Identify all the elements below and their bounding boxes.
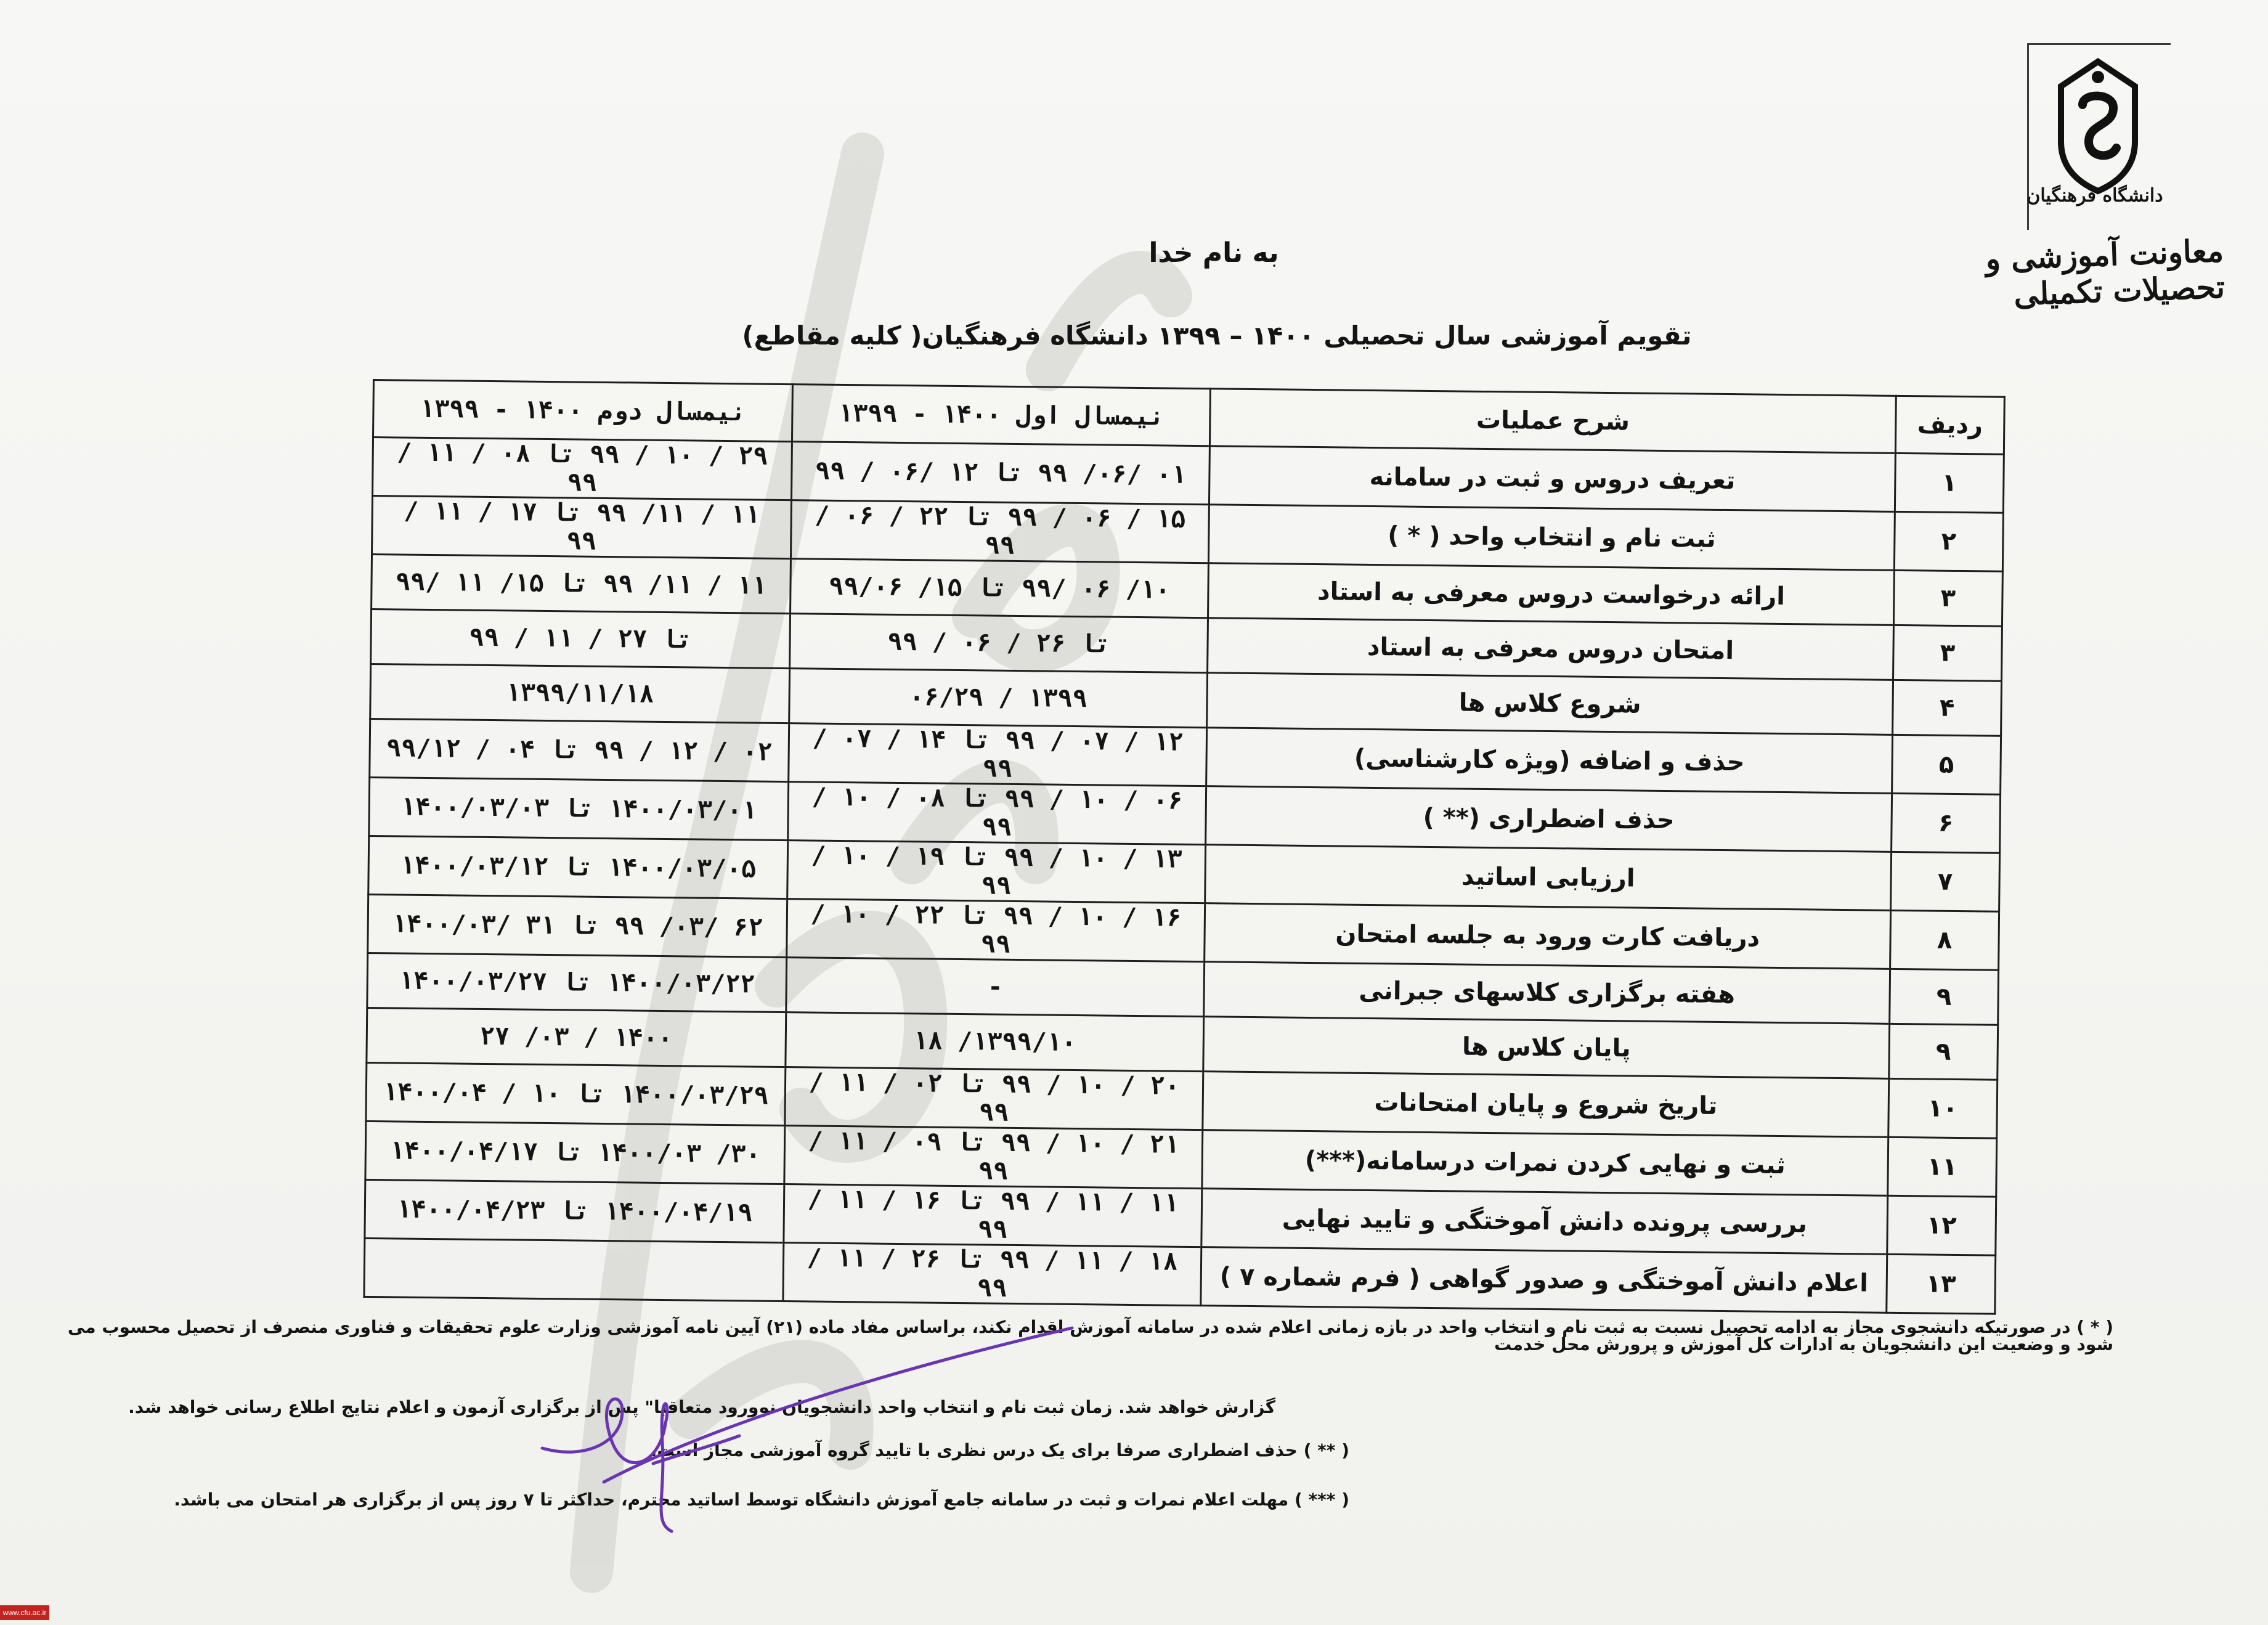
row-sem1: ۱۶ / ۱۰ / ۹۹ تا ۲۲ / ۱۰ / ۹۹ <box>787 899 1205 962</box>
row-desc: ارائه درخواست دروس معرفی به استاد <box>1208 563 1895 625</box>
row-desc: تاریخ شروع و پایان امتحانات <box>1203 1072 1889 1138</box>
row-sem2: ۱۴۰۰/۰۳/۰۵ تا ۱۴۰۰/۰۳/۱۲ <box>368 836 788 898</box>
row-sem1: ۱۳ / ۱۰ / ۹۹ تا ۱۹ / ۱۰ / ۹۹ <box>787 841 1206 903</box>
row-sem1: ۱۳۹۹/۱۰/ ۱۸ <box>786 1012 1204 1072</box>
row-sem2: ۱۳۹۹/۱۱/۱۸ <box>370 664 790 723</box>
row-desc: ثبت نام و انتخاب واحد ( * ) <box>1209 505 1895 571</box>
row-sem2: ۱۴۰۰/۰۳/۲۹ تا ۱۰ / ۱۴۰۰/۰۴ <box>366 1062 786 1125</box>
row-sem2 <box>364 1238 784 1301</box>
row-sem1: ۰۱ /۰۶/ ۹۹ تا ۱۲ /۰۶ / ۹۹ <box>792 442 1210 505</box>
row-sem2: ۱۱ / ۱۱/ ۹۹ تا ۱۵/ ۱۱ /۹۹ <box>372 555 791 614</box>
row-num: ۵ <box>1892 735 2001 794</box>
row-sem1: ۱۰/ ۰۶ /۹۹ تا ۱۵/ ۹۹/۰۶ <box>791 559 1209 618</box>
row-desc: حذف و اضافه (ویژه کارشناسی) <box>1206 728 1893 794</box>
row-num: ۶ <box>1892 793 2001 853</box>
footnote-3: ( *** ) مهلت اعلام نمرات و ثبت در سامانه جامع آموزش دانشگاه توسط اساتید محترم، حداکثر تا ۷ روز پس از برگزاری هر امتحان می باشد. <box>174 1489 1349 1510</box>
row-num: ۱۱ <box>1888 1137 1997 1197</box>
footnote-1: ( * ) در صورتیکه دانشجوی مجاز به ادامه تحصیل نسبت به ثبت نام و انتخاب واحد در بازه زمانی اعلام شده در سامانه آموزش اقدام نکند، براساس مفاد ماده (۲۱) آیین نامه آموزشی وزارت علوم تحقیقات و فناوری منصرف از تحصیل محسوب می شود و وضعیت این دانشجویان به ادارات کل آموزش و پرورش محل خدمت <box>67 1317 2113 1354</box>
row-num: ۹ <box>1890 969 1999 1025</box>
row-desc: اعلام دانش آموختگی و صدور گواهی ( فرم شماره ۷ ) <box>1201 1247 1887 1313</box>
row-desc: امتحان دروس معرفی به استاد <box>1208 618 1894 680</box>
row-sem2: ۱۴۰۰ / ۰۳/ ۲۷ <box>367 1008 786 1067</box>
row-desc: شروع کلاس ها <box>1207 673 1893 735</box>
row-sem1: ۲۰ / ۱۰ / ۹۹ تا ۰۲ / ۱۱ / ۹۹ <box>785 1067 1203 1130</box>
row-sem2: ۰۲ / ۱۲ / ۹۹ تا ۰۴ / ۹۹/۱۲ <box>370 719 789 781</box>
row-sem1: ۲۱ / ۱۰ / ۹۹ تا ۰۹ / ۱۱ / ۹۹ <box>784 1126 1203 1189</box>
row-sem2: ۱۱ / ۱۱/ ۹۹ تا ۱۷ / ۱۱ / ۹۹ <box>372 496 792 559</box>
row-num: ۱ <box>1895 453 2004 513</box>
logo-caption: دانشگاه فرهنگیان <box>2026 185 2163 206</box>
row-sem1: ۱۸ / ۱۱ / ۹۹ تا ۲۶ / ۱۱ / ۹۹ <box>783 1243 1201 1306</box>
row-desc: دریافت کارت ورود به جلسه امتحان <box>1205 903 1891 969</box>
signature <box>530 1319 1084 1547</box>
row-num: ۱۰ <box>1888 1078 1998 1138</box>
row-num: ۹ <box>1889 1024 1998 1080</box>
row-sem1: ۰۶ / ۱۰ / ۹۹ تا ۰۸ / ۱۰ / ۹۹ <box>788 782 1206 845</box>
row-desc: حذف اضطراری (** ) <box>1206 786 1892 852</box>
row-sem2: تا ۲۷ / ۱۱ / ۹۹ <box>371 609 791 668</box>
row-num: ۱۳ <box>1887 1254 1996 1314</box>
calendar-table <box>363 379 2005 1315</box>
row-sem1: - <box>786 958 1205 1017</box>
row-desc: تعریف دروس و ثبت در سامانه <box>1209 446 1896 512</box>
header-desc: شرح عملیات <box>1210 389 1896 454</box>
row-sem2: ۳۰/ ۱۴۰۰/۰۳ تا ۱۴۰۰/۰۴/۱۷ <box>365 1121 785 1184</box>
row-desc: بررسی پرونده دانش آموختگی و تایید نهایی <box>1201 1189 1888 1255</box>
footnote-2: ( ** ) حذف اضطراری صرفا برای یک درس نظری با تایید گروه آموزشی مجاز است. <box>650 1440 1349 1460</box>
row-num: ۳ <box>1893 570 2002 626</box>
page-title: تقویم آموزشی سال تحصیلی ۱۴۰۰ – ۱۳۹۹ دانشگاه فرهنگیان( کلیه مقاطع) <box>742 320 1692 351</box>
row-sem2: ۱۴۰۰/۰۳/۰۱ تا ۱۴۰۰/۰۳/۰۳ <box>369 777 789 840</box>
row-desc: ثبت و نهایی کردن نمرات درسامانه(***) <box>1202 1130 1888 1196</box>
row-sem2: ۱۴۰۰/۰۴/۱۹ تا ۱۴۰۰/۰۴/۲۳ <box>365 1179 784 1242</box>
department-name: معاونت آموزشی و تحصیلات تکمیلی <box>1985 232 2225 312</box>
row-sem1: ۱۲ / ۰۷ / ۹۹ تا ۱۴ / ۰۷ / ۹۹ <box>789 723 1207 786</box>
row-sem2: ۲۹ / ۱۰ / ۹۹ تا ۰۸ / ۱۱ / ۹۹ <box>373 438 792 500</box>
row-sem1: تا ۲۶ / ۰۶ / ۹۹ <box>790 614 1208 673</box>
calendar-table-wrap <box>363 379 2006 1321</box>
header-num: ردیف <box>1895 396 2004 454</box>
row-sem2: ۶۲ /۰۳/ ۹۹ تا ۳۱ /۱۴۰۰/۰۳ <box>368 894 787 957</box>
row-num: ۳ <box>1893 625 2002 681</box>
row-desc: پایان کلاس ها <box>1203 1017 1890 1079</box>
row-desc: ارزیابی اساتید <box>1205 845 1892 911</box>
heading: به نام خدا <box>1148 237 1279 269</box>
header-sem2: نیمسال دوم ۱۴۰۰ - ۱۳۹۹ <box>373 380 793 442</box>
row-num: ۲ <box>1894 511 2003 571</box>
row-sem1: ۱۵ / ۰۶ / ۹۹ تا ۲۲ / ۰۶ / ۹۹ <box>791 500 1209 563</box>
row-sem1: ۱۱ / ۱۱ / ۹۹ تا ۱۶ / ۱۱ / ۹۹ <box>784 1184 1202 1247</box>
footnote-1-continued: گزارش خواهد شد. زمان ثبت نام و انتخاب واحد دانشجویان نوورود متعاقبا" پس از برگزاری آزمون و اعلام نتایج اطلاع رسانی خواهد شد. <box>128 1397 1275 1417</box>
row-sem1: ۱۳۹۹ / ۰۶/۲۹ <box>789 669 1208 728</box>
footer-url-tag: www.cfu.ac.ir <box>0 1605 49 1620</box>
row-num: ۸ <box>1890 910 1999 970</box>
row-num: ۷ <box>1891 852 2000 911</box>
row-desc: هفته برگزاری کلاسهای جبرانی <box>1204 962 1890 1024</box>
row-sem2: ۱۴۰۰/۰۳/۲۲ تا ۱۴۰۰/۰۳/۲۷ <box>367 953 787 1012</box>
row-num: ۴ <box>1893 680 2002 736</box>
row-num: ۱۲ <box>1887 1195 1996 1255</box>
header-sem1: نیمسال اول ۱۴۰۰ - ۱۳۹۹ <box>792 385 1211 446</box>
